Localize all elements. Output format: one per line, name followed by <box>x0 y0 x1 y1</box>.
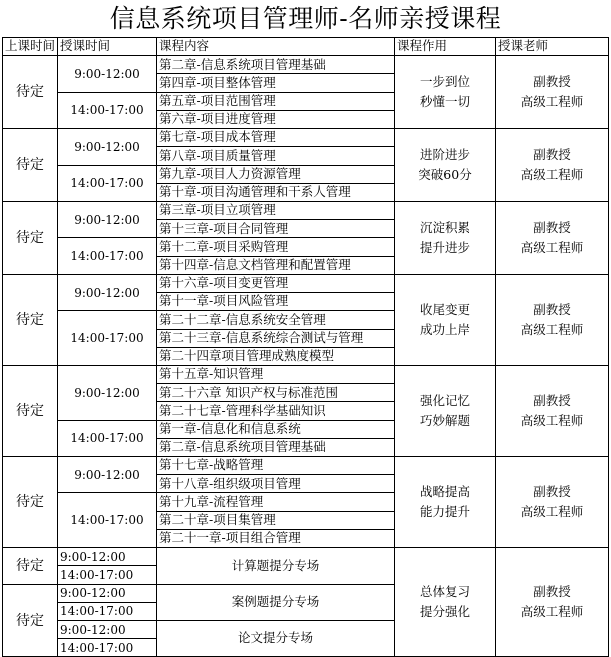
course-item: 第十五章-知识管理 <box>157 365 395 383</box>
cell-line-2: 能力提升 <box>419 504 470 520</box>
course-item: 第二十六章 知识产权与标准范围 <box>157 384 395 402</box>
course-item: 第十二章-项目采购管理 <box>157 238 395 256</box>
course-item: 第十四章-信息文档管理和配置管理 <box>157 256 395 274</box>
course-item: 第五章-项目范围管理 <box>157 92 395 110</box>
teach-time: 14:00-17:00 <box>58 92 157 128</box>
course-purpose <box>395 201 496 274</box>
course-item: 第十九章-流程管理 <box>157 493 395 511</box>
teach-time: 9:00-12:00 <box>58 201 157 237</box>
teacher <box>496 457 609 548</box>
cell-line-2: 高级工程师 <box>520 167 584 183</box>
class-date: 待定 <box>3 457 58 548</box>
cell-line-1: 副教授 <box>533 392 571 408</box>
special-topic: 论文提分专场 <box>157 621 395 657</box>
teacher <box>496 365 609 456</box>
header-class-date: 上课时间 <box>3 38 58 56</box>
table-row <box>3 548 609 566</box>
cell-line-1: 副教授 <box>533 484 571 500</box>
teach-time: 9:00-12:00 <box>58 365 157 420</box>
cell-line-2: 高级工程师 <box>520 239 584 255</box>
cell-line-1: 沉淀积累 <box>419 219 470 235</box>
teach-time: 14:00-17:00 <box>58 639 157 657</box>
course-item: 第十六章-项目变更管理 <box>157 274 395 292</box>
course-purpose <box>395 457 496 548</box>
teach-time: 9:00-12:00 <box>58 129 157 165</box>
teacher <box>496 274 609 365</box>
header-course-purpose: 课程作用 <box>395 38 496 56</box>
course-item: 第二十章-项目集管理 <box>157 511 395 529</box>
table-row <box>3 201 609 219</box>
cell-line-1: 总体复习 <box>419 584 470 600</box>
cell-line-1: 副教授 <box>533 147 571 163</box>
cell-line-2: 成功上岸 <box>419 321 470 337</box>
course-item: 第九章-项目人力资源管理 <box>157 165 395 183</box>
header-teach-time: 授课时间 <box>58 38 157 56</box>
course-item: 第八章-项目质量管理 <box>157 147 395 165</box>
course-item: 第二十三章-信息系统综合测试与管理 <box>157 329 395 347</box>
course-item: 第二十四章项目管理成熟度模型 <box>157 347 395 365</box>
course-item: 第十三章-项目合同管理 <box>157 220 395 238</box>
teach-time: 14:00-17:00 <box>58 420 157 456</box>
cell-line-2: 高级工程师 <box>520 321 584 337</box>
course-item: 第二章-信息系统项目管理基础 <box>157 56 395 74</box>
teacher <box>496 201 609 274</box>
cell-line-1: 副教授 <box>533 219 571 235</box>
course-item: 第十八章-组织级项目管理 <box>157 475 395 493</box>
course-item: 第十一章-项目风险管理 <box>157 293 395 311</box>
cell-line-2: 高级工程师 <box>520 604 584 620</box>
class-date: 待定 <box>3 129 58 202</box>
cell-line-1: 战略提高 <box>419 484 470 500</box>
table-row <box>3 38 609 56</box>
class-date: 待定 <box>3 201 58 274</box>
cell-line-2: 提升进步 <box>419 239 470 255</box>
course-item: 第二章-信息系统项目管理基础 <box>157 438 395 456</box>
course-item: 第一章-信息化和信息系统 <box>157 420 395 438</box>
cell-line-1: 收尾变更 <box>419 301 470 317</box>
schedule-table <box>2 37 609 657</box>
cell-line-1: 副教授 <box>533 584 571 600</box>
teach-time: 14:00-17:00 <box>58 311 157 366</box>
course-item: 第四章-项目整体管理 <box>157 74 395 92</box>
cell-line-2: 突破60分 <box>418 167 472 183</box>
teach-time: 9:00-12:00 <box>58 56 157 92</box>
course-purpose <box>395 56 496 129</box>
teacher <box>496 129 609 202</box>
cell-line-1: 副教授 <box>533 301 571 317</box>
course-item: 第十七章-战略管理 <box>157 457 395 475</box>
header-course-content: 课程内容 <box>157 38 395 56</box>
course-item: 第二十二章-信息系统安全管理 <box>157 311 395 329</box>
cell-line-2: 提分强化 <box>419 604 470 620</box>
cell-line-1: 进阶进步 <box>419 147 470 163</box>
course-purpose <box>395 129 496 202</box>
course-item: 第十章-项目沟通管理和干系人管理 <box>157 183 395 201</box>
class-date: 待定 <box>3 274 58 365</box>
class-date: 待定 <box>3 548 58 584</box>
course-item: 第三章-项目立项管理 <box>157 201 395 219</box>
cell-line-2: 高级工程师 <box>520 412 584 428</box>
teach-time: 14:00-17:00 <box>58 602 157 620</box>
course-item: 第六章-项目进度管理 <box>157 110 395 128</box>
course-item: 第二十七章-管理科学基础知识 <box>157 402 395 420</box>
teach-time: 14:00-17:00 <box>58 493 157 548</box>
table-row <box>3 457 609 475</box>
cell-line-1: 副教授 <box>533 74 571 90</box>
header-teacher: 授课老师 <box>496 38 609 56</box>
table-row <box>3 274 609 292</box>
course-purpose <box>395 365 496 456</box>
teach-time: 14:00-17:00 <box>58 238 157 274</box>
page-title: 信息系统项目管理师-名师亲授课程 <box>109 4 502 33</box>
cell-line-1: 强化记忆 <box>419 392 470 408</box>
cell-line-2: 巧妙解题 <box>419 412 470 428</box>
class-date: 待定 <box>3 365 58 456</box>
cell-line-2: 高级工程师 <box>520 504 584 520</box>
cell-line-1: 一步到位 <box>419 74 470 90</box>
teach-time: 9:00-12:00 <box>58 584 157 602</box>
course-purpose <box>395 274 496 365</box>
cell-line-2: 秒懂一切 <box>419 94 470 110</box>
teach-time: 9:00-12:00 <box>58 548 157 566</box>
table-row <box>3 129 609 147</box>
class-date: 待定 <box>3 56 58 129</box>
teacher <box>496 56 609 129</box>
course-item: 第二十一章-项目组合管理 <box>157 529 395 547</box>
class-date: 待定 <box>3 584 58 657</box>
teacher <box>496 548 609 657</box>
teach-time: 9:00-12:00 <box>58 621 157 639</box>
teach-time: 9:00-12:00 <box>58 274 157 310</box>
special-topic: 案例题提分专场 <box>157 584 395 620</box>
table-row <box>3 56 609 74</box>
special-topic: 计算题提分专场 <box>157 548 395 584</box>
table-row <box>3 365 609 383</box>
teach-time: 9:00-12:00 <box>58 457 157 493</box>
course-item: 第七章-项目成本管理 <box>157 129 395 147</box>
teach-time: 14:00-17:00 <box>58 165 157 201</box>
cell-line-2: 高级工程师 <box>520 94 584 110</box>
teach-time: 14:00-17:00 <box>58 566 157 584</box>
course-purpose <box>395 548 496 657</box>
